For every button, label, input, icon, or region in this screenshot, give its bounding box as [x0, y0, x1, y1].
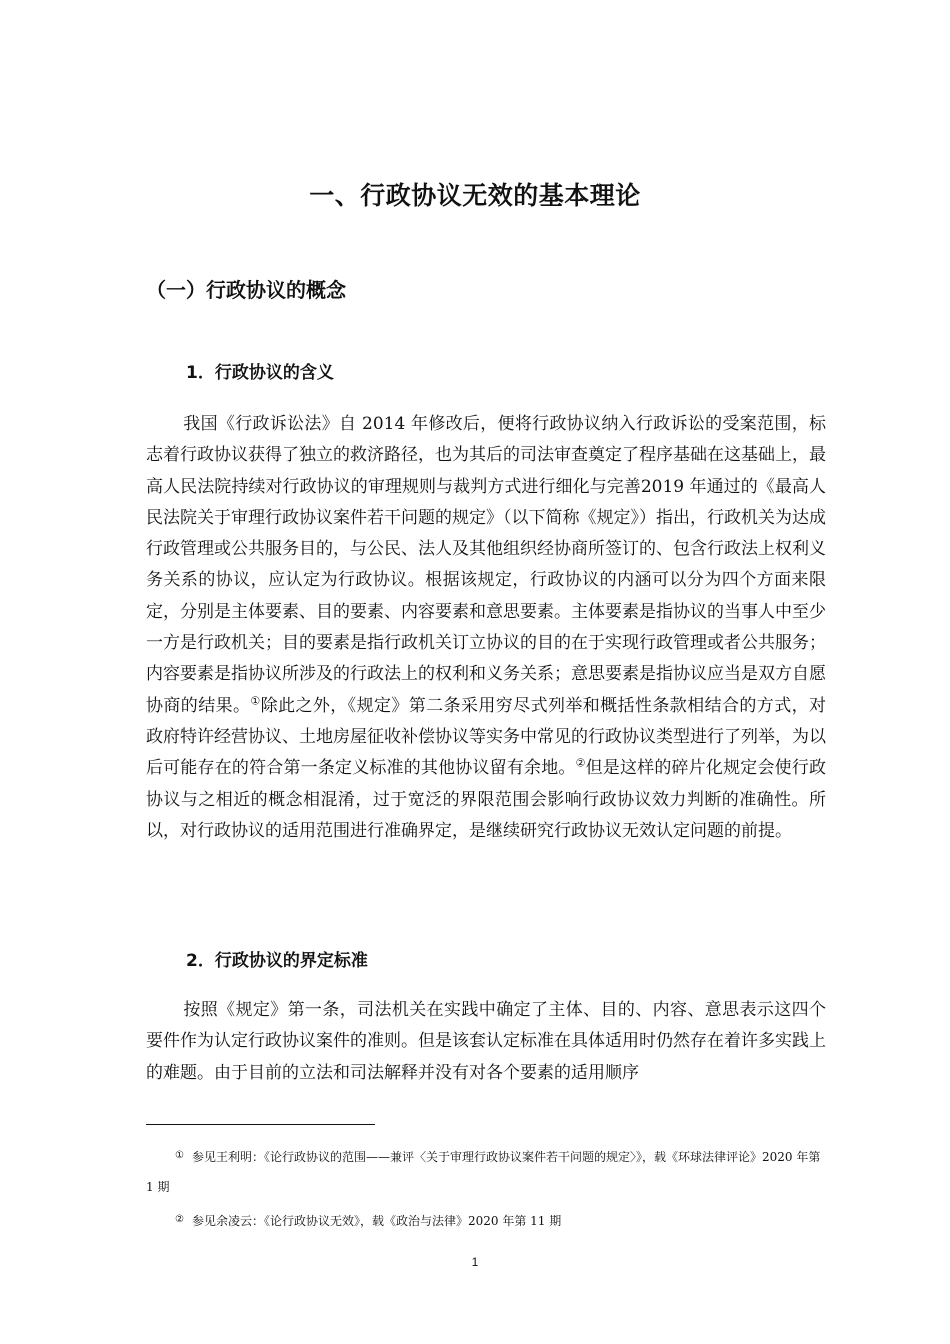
footnote-marker: ②: [175, 1214, 184, 1225]
footnote-ref-2[interactable]: ②: [575, 756, 586, 770]
footnote-ref-1[interactable]: ①: [250, 694, 261, 708]
body-paragraph-2: [146, 995, 826, 1089]
paragraph-text-c: 但是这样的碎片化规定会使行政协议与之相近的概念相混淆，过于宽泛的界限范围会影响行政协议效力判断的准确性。所以，对行政协议的适用范围进行准确界定，是继续研究行政协议无效认定问题的前提。: [146, 758, 826, 841]
page-number: 1: [471, 1255, 479, 1269]
paragraph-text-a: 我国《行政诉讼法》自 2014 年修改后，便将行政协议纳入行政诉讼的受案范围，标志着行政协议获得了独立的救济路径，也为其后的司法审查奠定了程序基础在这基础上，最高人民法院持续对行政协议的审理规则与裁判方式进行细化与完善2019 年通过的《最高人民法院关于审理行政协议案件若干问题的规定》（以下简称《规定》）指出，行政机关为达成行政管理或公共服务目的，与公民、法人及其他组织经协商所签订的、包含行政法上权利义务关系的协议，应认定为行政协议。根据该规定，行政协议的内涵可以分为四个方面来限定，分别是主体要素、目的要素、内容要素和意思要素。主体要素是指协议的当事人中至少一方是行政机关；目的要素是指行政机关订立协议的目的在于实现行政管理或者公共服务；内容要素是指协议所涉及的行政法上的权利和义务关系；意思要素是指协议应当是双方自愿协商的结果。: [146, 414, 826, 716]
footnote-text: 参见王利明：《论行政协议的范围——兼评〈关于审理行政协议案件若干问题的规定〉》，载《环球法律评论》2020 年第 1 期: [146, 1150, 821, 1194]
body-paragraph-1: [146, 409, 826, 847]
subsection-title-1: 1．行政协议的含义: [186, 363, 334, 383]
footnote-separator: [146, 1124, 375, 1125]
subsection-title-2: 2．行政协议的界定标准: [186, 951, 368, 971]
paragraph-text-b: 除此之外，《规定》第二条采用穷尽式列举和概括性条款相结合的方式，对政府特许经营协议、土地房屋征收补偿协议等实务中常见的行政协议类型进行了列举，为以后可能存在的符合第一条定义标准的其他协议留有余地。: [146, 695, 826, 779]
footnote-2: [146, 1205, 826, 1236]
footnote-1: [146, 1141, 826, 1202]
footnote-marker: ①: [175, 1150, 184, 1161]
footnote-text: 参见余凌云：《论行政协议无效》，载《政治与法律》2020 年第 11 期: [192, 1214, 562, 1228]
chapter-title: 一、行政协议无效的基本理论: [309, 181, 641, 210]
section-title: （一）行政协议的概念: [146, 278, 346, 302]
paragraph-text: 按照《规定》第一条，司法机关在实践中确定了主体、目的、内容、意思表示这四个要件作为认定行政协议案件的准则。但是该套认定标准在具体适用时仍然存在着许多实践上的难题。由于目前的立法和司法解释并没有对各个要素的适用顺序: [146, 1000, 826, 1083]
